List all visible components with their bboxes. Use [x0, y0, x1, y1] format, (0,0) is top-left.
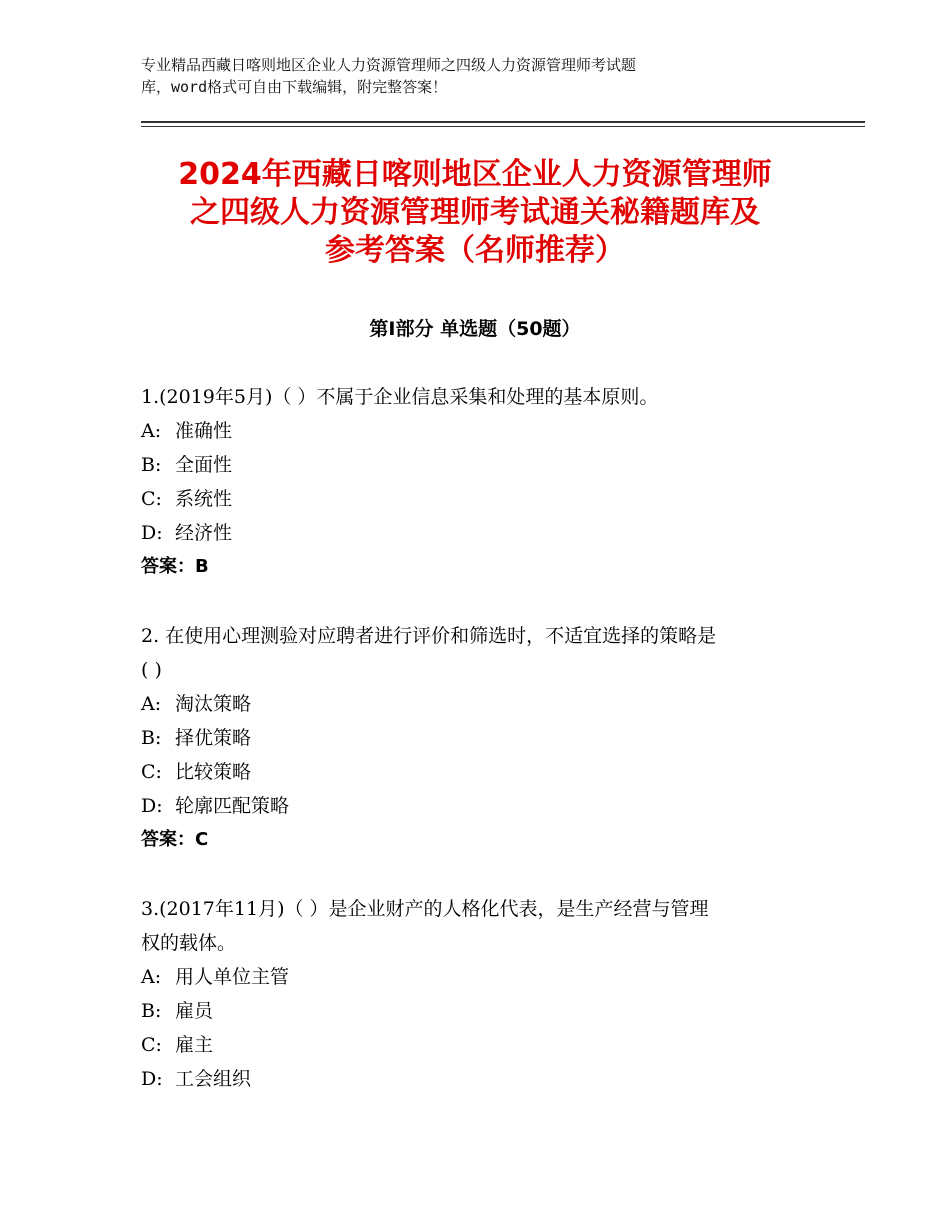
option-text: 经济性: [175, 522, 233, 544]
option-text: 全面性: [175, 454, 233, 476]
option-letter: D:: [141, 1068, 163, 1090]
option-text: 雇员: [175, 1000, 214, 1022]
option-letter: A:: [141, 420, 162, 442]
question-stem: 权的载体。: [141, 932, 237, 954]
option-letter: C:: [141, 1034, 162, 1056]
question-1: [141, 380, 821, 584]
header-note-line: 库，word格式可自由下载编辑，附完整答案！: [141, 78, 448, 96]
question-3: [141, 892, 821, 1096]
option-d: [141, 789, 821, 823]
question-stem: ( ): [141, 659, 162, 681]
option-text: 轮廓匹配策略: [175, 795, 290, 817]
option-b: [141, 994, 821, 1028]
option-letter: A:: [141, 966, 162, 988]
option-text: 择优策略: [175, 727, 252, 749]
option-letter: C:: [141, 488, 162, 510]
option-letter: D:: [141, 795, 163, 817]
header-rule-thick: [141, 121, 865, 123]
option-a: [141, 687, 821, 721]
option-a: [141, 960, 821, 994]
option-c: [141, 1028, 821, 1062]
option-d: [141, 1062, 821, 1096]
header-rule-thin: [141, 126, 865, 127]
option-b: [141, 448, 821, 482]
option-letter: B:: [141, 1000, 162, 1022]
option-b: [141, 721, 821, 755]
option-letter: C:: [141, 761, 162, 783]
document-title: [120, 156, 830, 270]
header-note: [141, 54, 781, 98]
option-c: [141, 482, 821, 516]
option-letter: B:: [141, 454, 162, 476]
title-line: 2024年西藏日喀则地区企业人力资源管理师: [178, 157, 772, 192]
option-text: 用人单位主管: [175, 966, 290, 988]
option-letter: B:: [141, 727, 162, 749]
option-letter: A:: [141, 693, 162, 715]
header-note-line: 专业精品西藏日喀则地区企业人力资源管理师之四级人力资源管理师考试题: [141, 56, 637, 74]
option-a: [141, 414, 821, 448]
question-stem: 1.(2019年5月)（ ）不属于企业信息采集和处理的基本原则。: [141, 386, 659, 408]
answer-label: 答案：B: [141, 556, 209, 577]
option-c: [141, 755, 821, 789]
option-text: 准确性: [175, 420, 233, 442]
option-text: 比较策略: [175, 761, 252, 783]
title-line: 之四级人力资源管理师考试通关秘籍题库及: [190, 195, 760, 230]
option-text: 工会组织: [175, 1068, 252, 1090]
option-text: 系统性: [175, 488, 233, 510]
option-d: [141, 516, 821, 550]
question-2: [141, 619, 821, 857]
question-stem: 2. 在使用心理测验对应聘者进行评价和筛选时，不适宜选择的策略是: [141, 625, 717, 647]
option-text: 淘汰策略: [175, 693, 252, 715]
option-text: 雇主: [175, 1034, 214, 1056]
question-stem: 3.(2017年11月)（ ）是企业财产的人格化代表，是生产经营与管理: [141, 898, 709, 920]
option-letter: D:: [141, 522, 163, 544]
section-heading: 第Ⅰ部分 单选题（50题）: [369, 318, 581, 340]
answer-label: 答案：C: [141, 829, 209, 850]
title-line: 参考答案（名师推荐）: [325, 233, 625, 268]
